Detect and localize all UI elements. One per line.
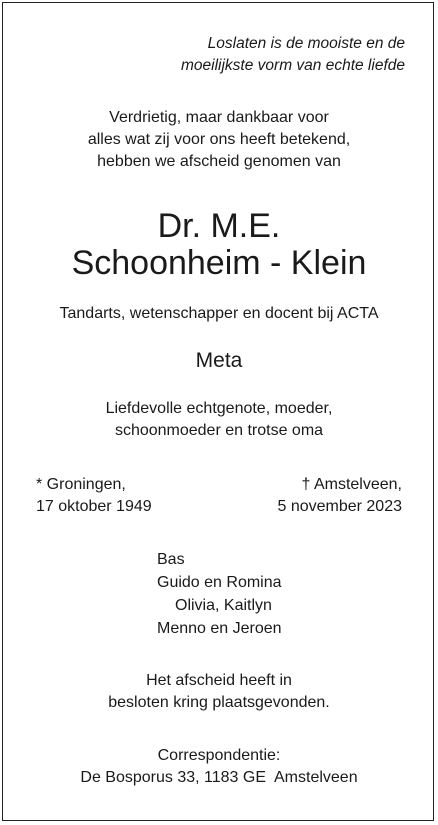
birth-date: 17 oktober 1949 [36, 498, 152, 515]
family-member-3: Olivia, Kaitlyn [175, 597, 272, 614]
death-date: 5 november 2023 [277, 498, 402, 515]
profession: Tandarts, wetenschapper en docent bij ACTA [59, 305, 379, 322]
roles-line-1: Liefdevolle echtgenote, moeder, [105, 400, 333, 417]
deceased-surname: Schoonheim - Klein [71, 244, 367, 282]
funeral-line-1: Het afscheid heeft in [146, 672, 292, 689]
family-member-4: Menno en Jeroen [157, 620, 282, 637]
nickname: Meta [195, 349, 243, 372]
family-member-2: Guido en Romina [157, 574, 282, 591]
roles-line-2: schoonmoeder en trotse oma [114, 422, 324, 439]
funeral-line-2: besloten kring plaatsgevonden. [108, 694, 330, 711]
intro-line-2: alles wat zij voor ons heeft betekend, [87, 131, 351, 148]
intro-line-1: Verdrietig, maar dankbaar voor [109, 109, 329, 126]
deceased-title-name: Dr. M.E. [157, 207, 281, 245]
birth-place: * Groningen, [36, 476, 126, 493]
intro-line-3: hebben we afscheid genomen van [97, 153, 341, 170]
quote-line-1: Loslaten is de mooiste en de [207, 35, 405, 52]
quote-line-2: moeilijkste vorm van echte liefde [181, 57, 405, 74]
family-member-1: Bas [157, 551, 185, 568]
death-place: † Amstelveen, [301, 476, 402, 493]
correspondence-label: Correspondentie: [157, 747, 281, 764]
correspondence-address: De Bosporus 33, 1183 GE Amstelveen [80, 769, 358, 786]
